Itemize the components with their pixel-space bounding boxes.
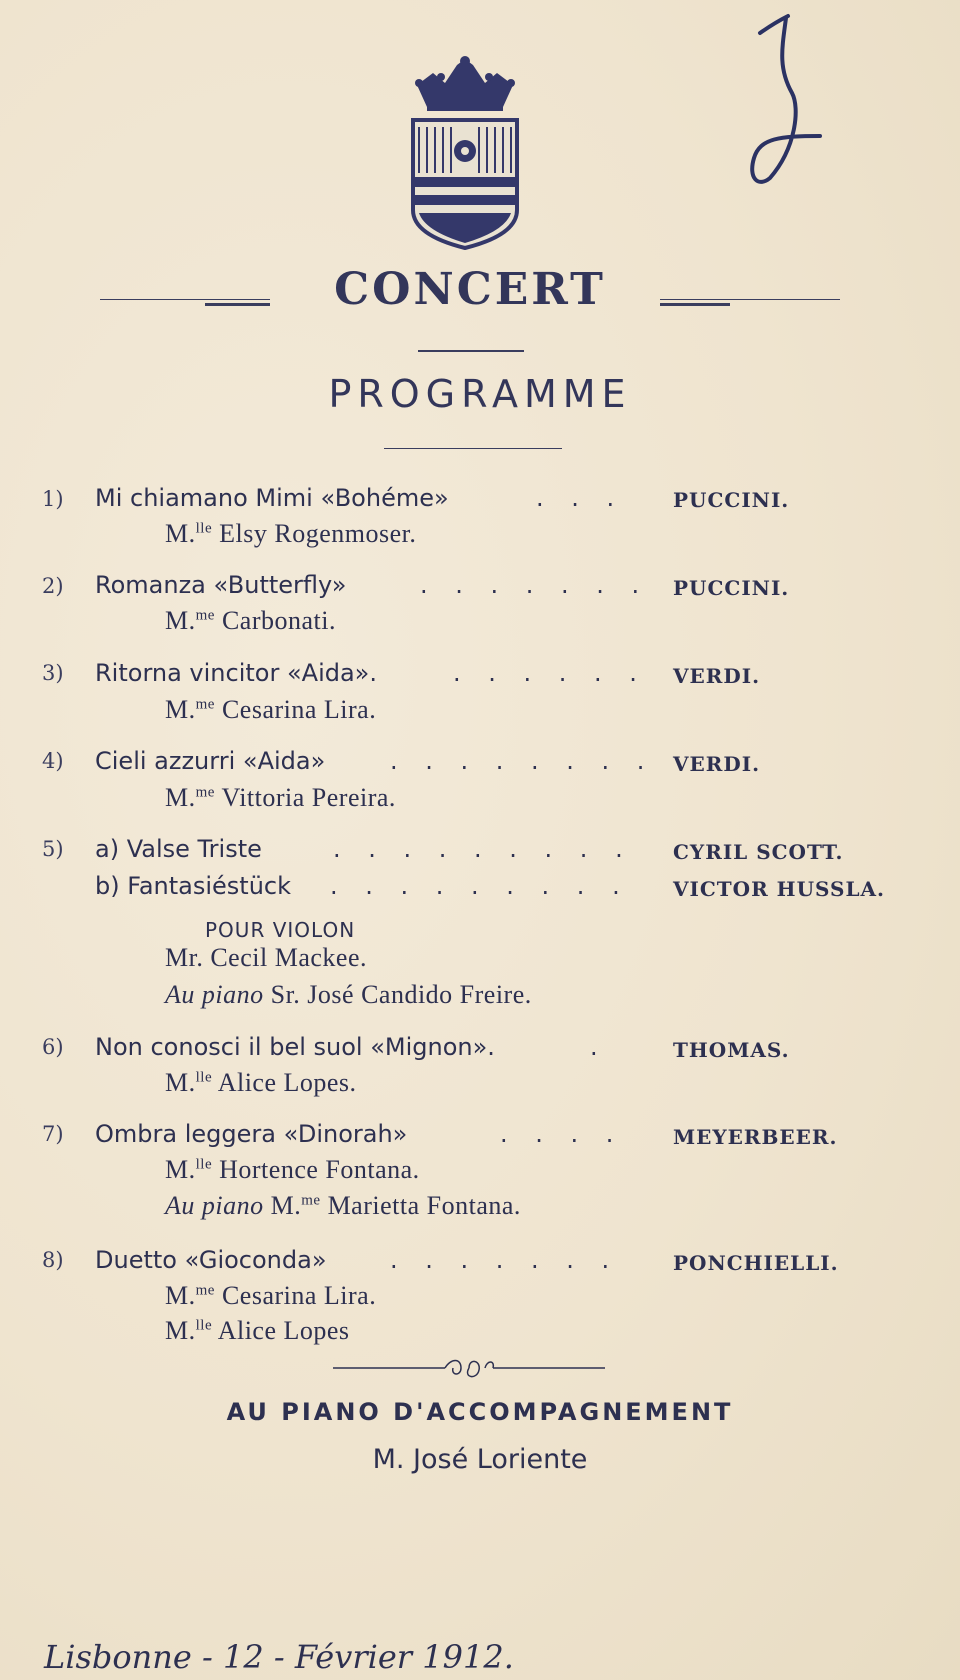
leader-dots: . . . . . . . . . (330, 872, 630, 900)
item-number: 5) (42, 837, 64, 861)
leader-dots: . . . (536, 484, 625, 512)
accompanist-heading: AU PIANO D'ACCOMPAGNEMENT (226, 1398, 734, 1426)
item-title: Ombra leggera «Dinorah» (95, 1120, 408, 1148)
item-title-b: b) Fantasiéstück (95, 872, 292, 900)
item-number: 7) (42, 1122, 64, 1146)
performer: M.$^{me}$ Cesarina Lira. (165, 1281, 377, 1310)
subtitle: PROGRAMME (328, 372, 632, 416)
performer: M.$^{me}$ Vittoria Pereira. (165, 783, 396, 812)
item-title: Romanza «Butterfly» (95, 571, 347, 599)
composer: PUCCINI. (673, 576, 790, 600)
composer: VERDI. (673, 752, 761, 776)
leader-dots: . . . . . . . . . (333, 835, 633, 863)
leader-dots: . (590, 1033, 608, 1061)
composer: PUCCINI. (673, 488, 790, 512)
ornament-divider (333, 1356, 605, 1380)
performer: M.$^{lle}$ Elsy Rogenmoser. (165, 519, 417, 548)
performer: Mr. Cecil Mackee. (165, 943, 367, 972)
dateline: Lisbonne - 12 - Février 1912. (44, 1638, 514, 1676)
item-title: Cieli azzurri «Aida» (95, 747, 326, 775)
instrument-subhead: POUR VIOLON (205, 918, 356, 942)
accompanist: Au piano Sr. José Candido Freire. (165, 980, 532, 1009)
leader-dots: . . . . . . . (420, 571, 650, 599)
performer: M.$^{me}$ Cesarina Lira. (165, 695, 377, 724)
leader-dots: . . . . . . . . (390, 747, 655, 775)
composer: PONCHIELLI. (673, 1251, 839, 1275)
performer: M.$^{lle}$ Alice Lopes (165, 1316, 350, 1345)
item-title: Duetto «Gioconda» (95, 1246, 327, 1274)
item-number: 4) (42, 749, 64, 773)
composer: MEYERBEER. (673, 1125, 838, 1149)
composer: VERDI. (673, 664, 761, 688)
accompanist-name: M. José Loriente (372, 1444, 588, 1475)
composer: VICTOR HUSSLA. (673, 877, 886, 901)
performer: M.$^{me}$ Carbonati. (165, 606, 336, 635)
performer: M.$^{lle}$ Hortence Fontana. (165, 1155, 420, 1184)
page-title: CONCERT (334, 264, 606, 315)
leader-dots: . . . . . . . (390, 1246, 620, 1274)
item-number: 8) (42, 1248, 64, 1272)
item-title: Mi chiamano Mimi «Bohéme» (95, 484, 449, 512)
item-title-a: a) Valse Triste (95, 835, 262, 863)
accompanist: Au piano M.$^{me}$ Marietta Fontana. (165, 1191, 521, 1220)
item-number: 1) (42, 487, 64, 511)
composer: THOMAS. (673, 1038, 790, 1062)
item-number: 3) (42, 661, 64, 685)
item-title: Non conosci il bel suol «Mignon». (95, 1033, 495, 1061)
composer: CYRIL SCOTT. (673, 840, 844, 864)
item-title: Ritorna vincitor «Aida». (95, 659, 377, 687)
item-number: 2) (42, 574, 64, 598)
leader-dots: . . . . . . (453, 659, 647, 687)
item-number: 6) (42, 1035, 64, 1059)
leader-dots: . . . . (500, 1120, 624, 1148)
performer: M.$^{lle}$ Alice Lopes. (165, 1068, 357, 1097)
